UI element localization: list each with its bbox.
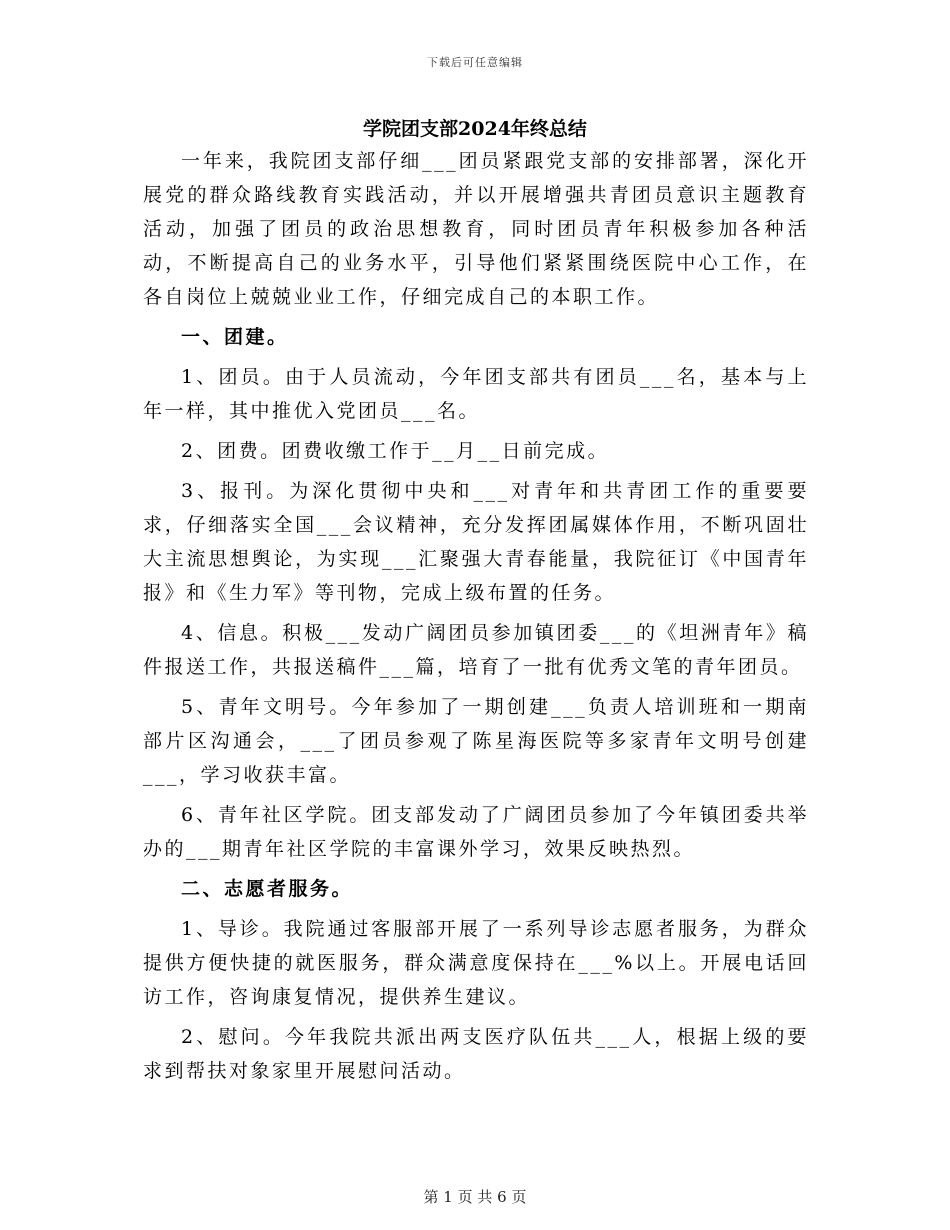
paragraph-community-college: 6、青年社区学院。团支部发动了广阔团员参加了今年镇团委共举办的___期青年社区学院的丰富课外学习，效果反映热烈。 — [143, 804, 809, 860]
header-note: 下载后可任意编辑 — [427, 56, 523, 69]
paragraph-dues: 2、团费。团费收缴工作于__月__日前完成。 — [181, 440, 610, 462]
paragraph-guidance: 1、导诊。我院通过客服部开展了一系列导诊志愿者服务，为群众提供方便快捷的就医服务，群众满意度保持在___%以上。开展电话回访工作，咨询康复情况，提供养生建议。 — [143, 918, 809, 1008]
document-title: 学院团支部2024年终总结 — [363, 118, 587, 140]
section-heading-volunteer: 二、志愿者服务。 — [181, 878, 354, 900]
paragraph-condolence: 2、慰问。今年我院共派出两支医疗队伍共___人，根据上级的要求到帮扶对象家里开展慰问活动。 — [143, 1026, 809, 1082]
paragraph-information: 4、信息。积极___发动广阔团员参加镇团委___的《坦洲青年》稿件报送工作，共报送稿件___篇，培育了一批有优秀文笔的青年团员。 — [143, 622, 809, 678]
section-heading-tuanjian: 一、团建。 — [181, 326, 289, 348]
paragraph-intro: 一年来，我院团支部仔细___团员紧跟党支部的安排部署，深化开展党的群众路线教育实践活动，并以开展增强共青团员意识主题教育活动，加强了团员的政治思想教育，同时团员青年积极参加各种活动，不断提高自己的业务水平，引导他们紧紧围绕医院中心工作，在各自岗位上兢兢业业工作，仔细完成自己的本职工作。 — [143, 150, 809, 308]
paragraph-newspapers: 3、报刊。为深化贯彻中央和___对青年和共青团工作的重要要求，仔细落实全国___会议精神，充分发挥团属媒体作用，不断巩固壮大主流思想舆论，为实现___汇聚强大青春能量，我院征订《中国青年报》和《生力军》等刊物，完成上级布置的任务。 — [143, 480, 809, 604]
paragraph-members: 1、团员。由于人员流动，今年团支部共有团员___名，基本与上年一样，其中推优入党团员___名。 — [143, 366, 809, 422]
page-number: 第 1 页 共 6 页 — [423, 1188, 527, 1206]
paragraph-civilization-post: 5、青年文明号。今年参加了一期创建___负责人培训班和一期南部片区沟通会，___了团员参观了陈星海医院等多家青年文明号创建___，学习收获丰富。 — [143, 696, 809, 786]
document-body — [143, 144, 809, 1094]
